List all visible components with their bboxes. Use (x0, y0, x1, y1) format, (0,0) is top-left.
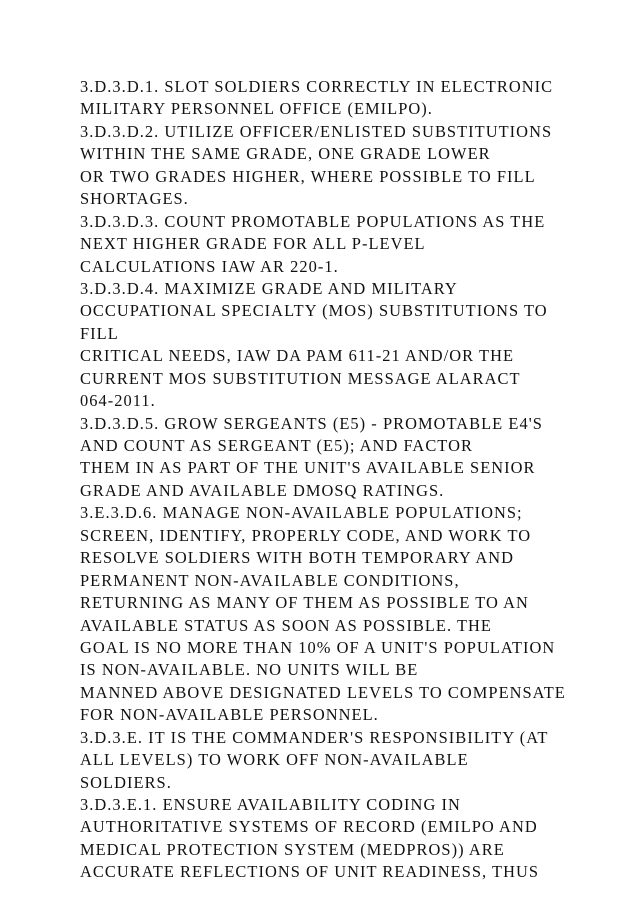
text-line: 3.D.3.D.5. GROW SERGEANTS (E5) - PROMOTABLE E4'S (80, 413, 543, 433)
text-line: RESOLVE SOLDIERS WITH BOTH TEMPORARY AND (80, 548, 515, 568)
text-line: MILITARY PERSONNEL OFFICE (EMILPO). (80, 99, 433, 119)
text-line: AUTHORITATIVE SYSTEMS OF RECORD (EMILPO AND (80, 817, 538, 837)
text-line: CALCULATIONS IAW AR 220-1. (80, 256, 339, 276)
text-line: PERMANENT NON-AVAILABLE CONDITIONS, (80, 570, 460, 590)
text-line: FOR NON-AVAILABLE PERSONNEL. (80, 705, 379, 725)
document-body (80, 76, 620, 884)
text-line: 3.D.3.D.2. UTILIZE OFFICER/ENLISTED SUBSTITUTIONS (80, 121, 553, 141)
text-line: 3.D.3.D.4. MAXIMIZE GRADE AND MILITARY (80, 278, 458, 298)
text-line: CRITICAL NEEDS, IAW DA PAM 611-21 AND/OR THE (80, 346, 515, 366)
text-line: 3.D.3.D.1. SLOT SOLDIERS CORRECTLY IN ELECTRONIC (80, 77, 554, 96)
text-line: ALL LEVELS) TO WORK OFF NON-AVAILABLE (80, 750, 469, 770)
text-line: IS NON-AVAILABLE. NO UNITS WILL BE (80, 660, 419, 680)
text-line: AVAILABLE STATUS AS SOON AS POSSIBLE. THE (80, 615, 492, 635)
text-line: ACCURATE REFLECTIONS OF UNIT READINESS, THUS (80, 862, 540, 882)
text-line: AND COUNT AS SERGEANT (E5); AND FACTOR (80, 436, 473, 455)
text-line: THEM IN AS PART OF THE UNIT'S AVAILABLE SENIOR (80, 458, 536, 478)
text-line: MANNED ABOVE DESIGNATED LEVELS TO COMPENSATE (80, 682, 566, 702)
text-line: GRADE AND AVAILABLE DMOSQ RATINGS. (80, 480, 445, 500)
text-line: SCREEN, IDENTIFY, PROPERLY CODE, AND WORK TO (80, 525, 532, 545)
text-line: 3.D.3.E.1. ENSURE AVAILABILITY CODING IN (80, 795, 461, 814)
text-line: WITHIN THE SAME GRADE, ONE GRADE LOWER (80, 144, 491, 164)
text-line: 3.D.3.D.3. COUNT PROMOTABLE POPULATIONS AS THE (80, 211, 546, 231)
text-line: NEXT HIGHER GRADE FOR ALL P-LEVEL (80, 234, 426, 254)
text-line: 3.E.3.D.6. MANAGE NON-AVAILABLE POPULATIONS; (80, 503, 523, 523)
text-line: OR TWO GRADES HIGHER, WHERE POSSIBLE TO FILL (80, 166, 536, 186)
text-line: OCCUPATIONAL SPECIALTY (MOS) SUBSTITUTIONS TO (80, 301, 548, 321)
text-line: 064-2011. (80, 391, 156, 411)
text-line: FILL (80, 323, 119, 343)
text-line: MEDICAL PROTECTION SYSTEM (MEDPROS)) ARE (80, 839, 505, 859)
text-line: CURRENT MOS SUBSTITUTION MESSAGE ALARACT (80, 368, 521, 388)
text-line: SHORTAGES. (80, 189, 189, 209)
text-line: SOLDIERS. (80, 772, 172, 792)
text-line: 3.D.3.E. IT IS THE COMMANDER'S RESPONSIBILITY (AT (80, 727, 549, 747)
text-line: RETURNING AS MANY OF THEM AS POSSIBLE TO AN (80, 593, 529, 613)
text-line: GOAL IS NO MORE THAN 10% OF A UNIT'S POPULATION (80, 637, 556, 657)
